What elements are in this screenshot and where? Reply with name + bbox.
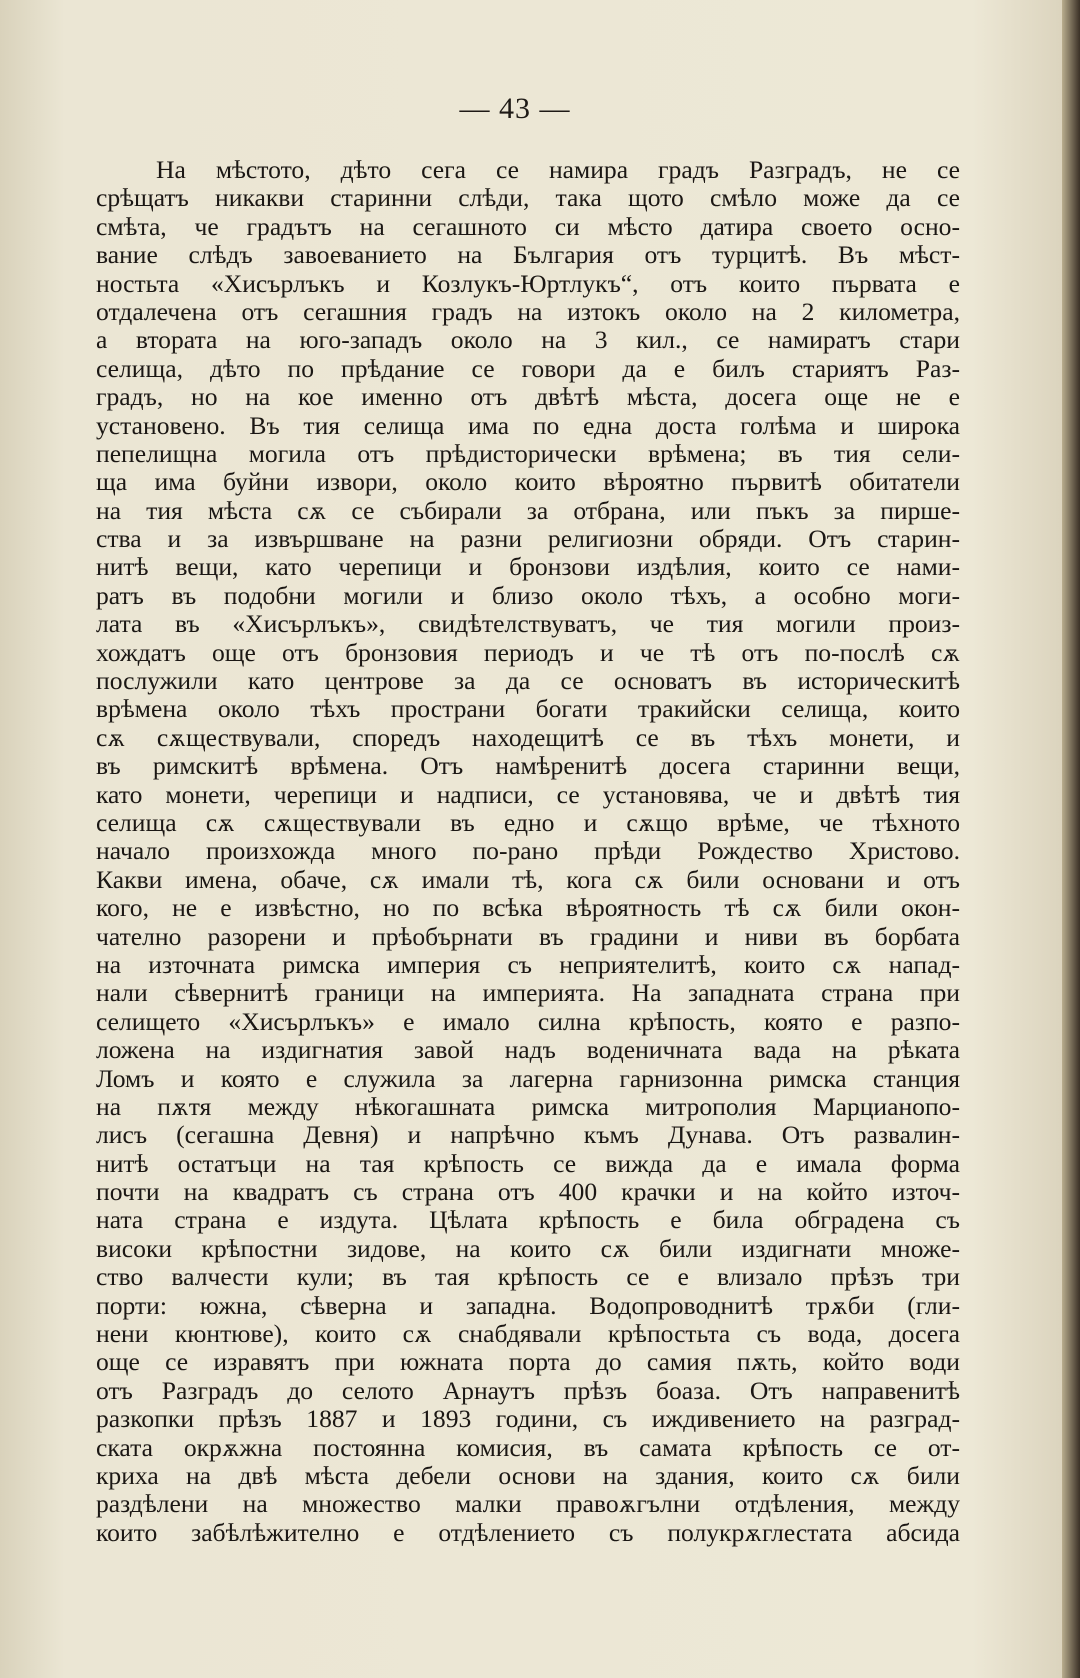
text-line: врѣмена около тѣхъ пространи богати тракийски селища, които [96, 694, 960, 724]
text-line: хождатъ още отъ бронзовия периодъ и че тѣ отъ по-послѣ сѫ [96, 637, 960, 667]
text-line: почти на квадратъ съ страна отъ 400 крачки и на който източ- [96, 1177, 960, 1207]
text-line: ратъ въ подобни могили и близо около тѣхъ, а особно моги- [96, 580, 960, 610]
text-line: криха на двѣ мѣста дебели основи на здания, които сѫ били [96, 1460, 960, 1490]
text-line: пепелищна могила отъ прѣдисторически врѣмена; въ тия сели- [96, 438, 960, 468]
text-line: селището «Хисърлъкъ» е имало силна крѣпость, която е разпо- [96, 1006, 960, 1036]
text-line: градъ, но на кое именно отъ двѣтѣ мѣста, досега още не е [96, 382, 960, 412]
page-spine-shadow [1062, 0, 1080, 1678]
text-line: кого, не е извѣстно, но по всѣка вѣроятность тѣ сѫ били окон- [96, 893, 960, 923]
text-line: чателно разорени и прѣобърнати въ градини и ниви въ борбата [96, 921, 960, 951]
text-line: ната страна е издута. Цѣлата крѣпость е била обградена съ [96, 1205, 960, 1235]
text-line: ностьта «Хисърлъкъ и Козлукъ-Юртлукъ“, отъ които първата е [96, 268, 960, 298]
text-line: раздѣлени на множество малки правоѫгълни отдѣления, между [96, 1489, 960, 1519]
text-line: високи крѣпостни зидове, на които сѫ били издигнати множе- [96, 1233, 960, 1263]
text-line: селища, дѣто по прѣдание се говори да е билъ стариятъ Раз- [96, 353, 960, 383]
text-line: лисъ (сегашна Девня) и напрѣчно къмъ Дунава. Отъ развалин- [96, 1120, 960, 1150]
text-line: отдалечена отъ сегашния градъ на изтокъ около на 2 километра, [96, 296, 960, 326]
text-line: въ римскитѣ врѣмена. Отъ намѣренитѣ досега старинни вещи, [96, 751, 960, 781]
text-line: отъ Разградъ до селото Арнаутъ прѣзъ боаза. Отъ направенитѣ [96, 1375, 960, 1405]
text-line: срѣщатъ никакви старинни слѣди, така щото смѣло може да се [96, 183, 960, 213]
text-line: нали сѣвернитѣ граници на империята. На западната страна при [96, 978, 960, 1008]
text-line: Какви имена, обаче, сѫ имали тѣ, кога сѫ били основани и отъ [96, 864, 960, 894]
text-line: на източната римска империя съ неприятелитѣ, които сѫ напад- [96, 949, 960, 979]
text-line: сѫ сѫществували, споредъ находещитѣ се въ тѣхъ монети, и [96, 722, 960, 752]
text-line: порти: южна, сѣверна и западна. Водопроводнитѣ трѫби (гли- [96, 1290, 960, 1320]
text-line: начало произхожда много по-рано прѣди Рождество Христово. [96, 836, 960, 866]
text-line: нитѣ вещи, като черепици и бронзови издѣлия, които се нами- [96, 552, 960, 582]
text-line: вание слѣдъ завоеванието на България отъ турцитѣ. Въ мѣст- [96, 240, 960, 270]
text-line: разкопки прѣзъ 1887 и 1893 години, съ иждивението на разград- [96, 1404, 960, 1434]
text-line: послужили като центрове за да се основатъ въ историческитѣ [96, 666, 960, 696]
text-line: още се изравятъ при южната порта до самия пѫть, който води [96, 1347, 960, 1377]
body-paragraph [96, 156, 960, 1547]
text-line: ство валчести кули; въ тая крѣпость се е влизало прѣзъ три [96, 1262, 960, 1292]
text-line: на тия мѣста сѫ се събирали за отбрана, или пъкъ за пирше- [96, 495, 960, 525]
text-line: селища сѫ сѫществували въ едно и сѫщо врѣме, че тѣхното [96, 807, 960, 837]
text-line: лата въ «Хисърлъкъ», свидѣтелствуватъ, че тия могили произ- [96, 609, 960, 639]
text-line: установено. Въ тия селища има по една доста голѣма и широка [96, 410, 960, 440]
text-line: ската окрѫжна постоянна комисия, въ самата крѣпость се от- [96, 1432, 960, 1462]
text-line: ложена на издигнатия завой надъ воденичната вада на рѣката [96, 1035, 960, 1065]
text-line: а втората на юго-западъ около на 3 кил., се намиратъ стари [96, 325, 960, 355]
text-line: нени кюнтюве), които сѫ снабдявали крѣпостьта съ вода, досега [96, 1319, 960, 1349]
text-line: като монети, черепици и надписи, се установява, че и двѣтѣ тия [96, 779, 960, 809]
text-line: на пѫтя между нѣкогашната римска митрополия Марцианопо- [96, 1091, 960, 1121]
text-line: На мѣстото, дѣто сега се намира градъ Разградъ, не се [156, 155, 960, 184]
text-line: ща има буйни извори, около които вѣроятно първитѣ обитатели [96, 467, 960, 497]
text-line: смѣта, че градътъ на сегашното си мѣсто датира своето осно- [96, 211, 960, 241]
text-line: Ломъ и която е служила за лагерна гарнизонна римска станция [96, 1063, 960, 1093]
text-line: ства и за извършване на разни религиозни обряди. Отъ старин- [96, 524, 960, 554]
text-line: които забѣлѣжително е отдѣлението съ полукрѫглестата абсида [96, 1517, 960, 1547]
page-number: — 43 — [459, 92, 571, 125]
text-line: нитѣ остатъци на тая крѣпость се вижда да е имала форма [96, 1148, 960, 1178]
